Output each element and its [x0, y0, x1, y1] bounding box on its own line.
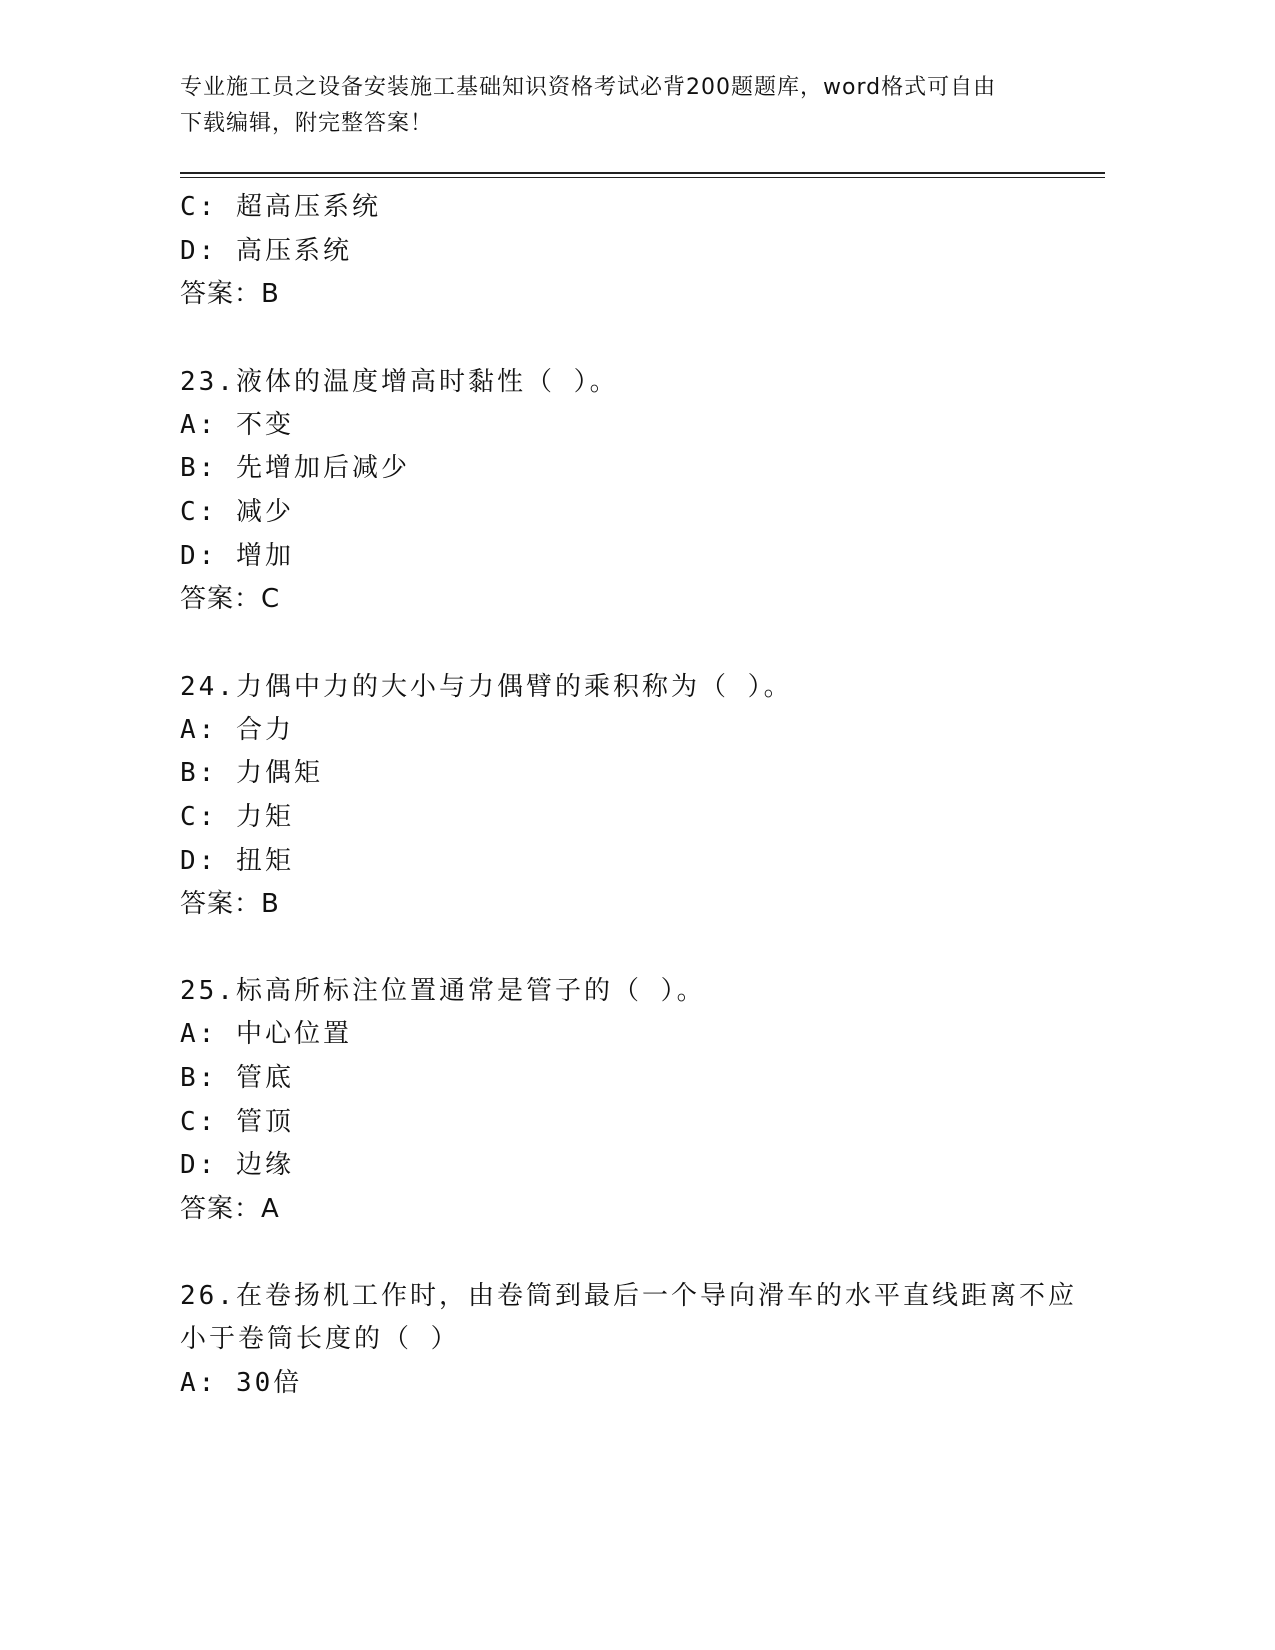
q24-answer: 答案：B [180, 889, 280, 919]
q26-stem-line-2: 小于卷筒长度的（ ） [180, 1324, 460, 1354]
q25-stem: 25.标高所标注位置通常是管子的（ ）。 [180, 976, 706, 1006]
q23-option-d: D: 增加 [180, 541, 294, 571]
q24-option-a: A: 合力 [180, 715, 294, 745]
q25-answer: 答案：A [180, 1194, 280, 1224]
header-divider-thin [180, 177, 1105, 178]
q23-answer: 答案：C [180, 584, 281, 614]
q24-option-d: D: 扭矩 [180, 846, 294, 876]
q25-option-b: B: 管底 [180, 1063, 294, 1093]
document-header [180, 70, 1080, 142]
q24-stem: 24.力偶中力的大小与力偶臂的乘积称为（ ）。 [180, 672, 793, 702]
q23-option-a: A: 不变 [180, 410, 294, 440]
q22-option-d: D: 高压系统 [180, 236, 352, 266]
q24-option-b: B: 力偶矩 [180, 758, 323, 788]
q23-option-c: C: 减少 [180, 497, 294, 527]
q22-answer: 答案：B [180, 279, 280, 309]
q25-option-a: A: 中心位置 [180, 1019, 352, 1049]
header-line-1: 专业施工员之设备安装施工基础知识资格考试必背200题题库，word格式可自由 [180, 75, 997, 100]
q23-option-b: B: 先增加后减少 [180, 453, 410, 483]
q25-option-c: C: 管顶 [180, 1107, 294, 1137]
q25-option-d: D: 边缘 [180, 1150, 294, 1180]
q22-option-c: C: 超高压系统 [180, 192, 381, 222]
q23-stem: 23.液体的温度增高时黏性（ ）。 [180, 367, 619, 397]
header-line-2: 下载编辑，附完整答案！ [180, 111, 434, 136]
q26-stem-line-1: 26.在卷扬机工作时，由卷筒到最后一个导向滑车的水平直线距离不应 [180, 1281, 1077, 1311]
header-divider-thick [180, 172, 1105, 174]
q24-option-c: C: 力矩 [180, 802, 294, 832]
q26-option-a: A: 30倍 [180, 1368, 303, 1398]
